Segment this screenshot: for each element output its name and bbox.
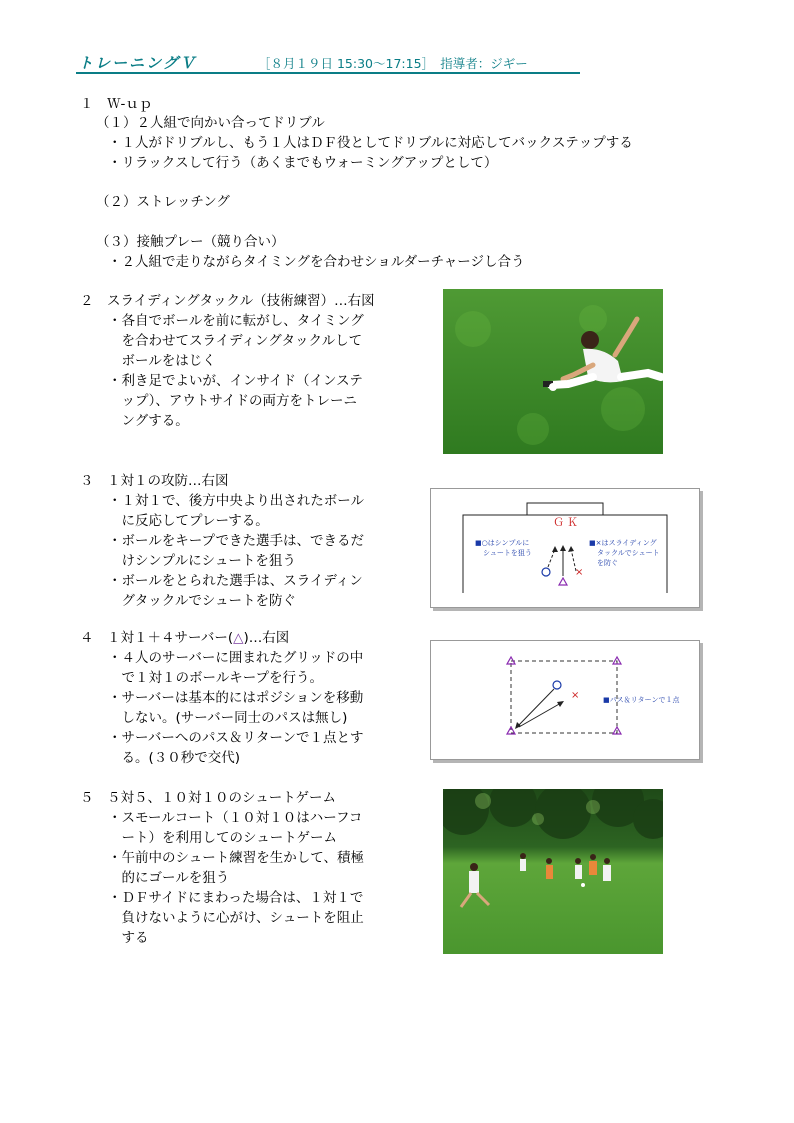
section-2-line: ボールをはじく: [108, 353, 216, 369]
section-3-line: に反応してプレーする。: [108, 513, 269, 529]
section-4-line: ・サーバーへのパス＆リターンで１点とす: [108, 730, 364, 746]
section-5-line: 的にゴールを狙う: [108, 870, 230, 886]
grid-servers-diagram: [430, 640, 700, 760]
section-1-sub1-bullet2: ・リラックスして行う（あくまでもウォーミングアップとして）: [108, 155, 498, 171]
diagram1-note-right-2: タックルでシュート: [597, 549, 660, 557]
defender-x-icon: ×: [575, 567, 584, 578]
section-1-heading: １ Ｗ-ｕｐ: [80, 96, 153, 112]
section-5-line: ・午前中のシュート練習を生かして、積極: [108, 850, 364, 866]
section-1-sub2: （２）ストレッチング: [96, 194, 230, 210]
diagram1-note-right-3: を防ぐ: [597, 559, 618, 567]
section-4-line: しない。(サーバー同士のパスは無し): [108, 710, 348, 726]
section-2-line: ップ）、アウトサイドの両方をトレーニ: [108, 393, 357, 409]
section-4-line: ・サーバーは基本的にはポジションを移動: [108, 690, 364, 706]
section-2-line: ・利き足でよいが、インサイド（インステ: [108, 373, 363, 389]
section-4-line: で１対１のボールキープを行う。: [108, 670, 324, 686]
shoot-game-photo: [443, 789, 663, 954]
section-2-line: ングする。: [108, 413, 189, 429]
page-title: トレーニングＶ: [78, 54, 197, 72]
page-subtitle: ［８月１９日 15:30〜17:15］ 指導者：ジギー: [258, 56, 528, 71]
section-3-heading: ３ １対１の攻防…右図: [80, 473, 229, 489]
section-1-sub1-bullet1: ・１人がドリブルし、もう１人はＤＦ役としてドリブルに対応してバックステップする: [108, 135, 633, 151]
section-3-line: ・１対１で、後方中央より出されたボール: [108, 493, 364, 509]
one-on-one-diagram: [430, 488, 700, 608]
defender-x-icon: ×: [571, 690, 580, 701]
section-2-line: ・各自でボールを前に転がし、タイミング: [108, 313, 364, 329]
section-4-heading: ４ １対１＋４サーバー(△)…右図: [80, 630, 290, 646]
section-2-line: を合わせてスライディングタックルして: [108, 333, 363, 349]
section-5-line: ・ＤＦサイドにまわった場合は、１対１で: [108, 890, 364, 906]
section-5-line: ート）を利用してのシュートゲーム: [108, 830, 337, 846]
section-4-line: る。(３０秒で交代): [108, 750, 241, 766]
section-1-sub3-bullet1: ・２人組で走りながらタイミングを合わせショルダーチャージし合う: [108, 254, 525, 270]
section-1-sub3: （３）接触プレー（競り合い）: [96, 234, 285, 250]
diagram1-note-left-2: シュートを狙う: [483, 549, 532, 557]
diagram1-note-left-1: ■○はシンプルに: [475, 539, 530, 547]
section-2-heading: ２ スライディングタックル（技術練習）…右図: [80, 293, 375, 309]
section-1-sub1: （１）２人組で向かい合ってドリブル: [96, 115, 325, 131]
section-5-line: 負けないように心がけ、シュートを阻止: [108, 910, 364, 926]
diagram1-note-right-1: ■×はスライディング: [589, 539, 657, 547]
diagram2-note: ■パス＆リターンで１点: [603, 696, 680, 704]
section-5-line: する: [108, 930, 149, 946]
section-5-line: ・スモールコート（１０対１０はハーフコ: [108, 810, 363, 826]
section-3-line: グタックルでシュートを防ぐ: [108, 593, 297, 609]
section-3-line: けシンプルにシュートを狙う: [108, 553, 296, 569]
section-5-heading: ５ ５対５、１０対１０のシュートゲーム: [80, 790, 336, 806]
goalkeeper-label: ＧＫ: [553, 516, 581, 529]
title-underline: [76, 72, 580, 74]
section-4-line: ・４人のサーバーに囲まれたグリッドの中: [108, 650, 364, 666]
sliding-tackle-photo: [443, 289, 663, 454]
section-3-line: ・ボールをキープできた選手は、できるだ: [108, 533, 364, 549]
server-triangle-icon: △: [233, 630, 244, 646]
section-3-line: ・ボールをとられた選手は、スライディン: [108, 573, 363, 589]
